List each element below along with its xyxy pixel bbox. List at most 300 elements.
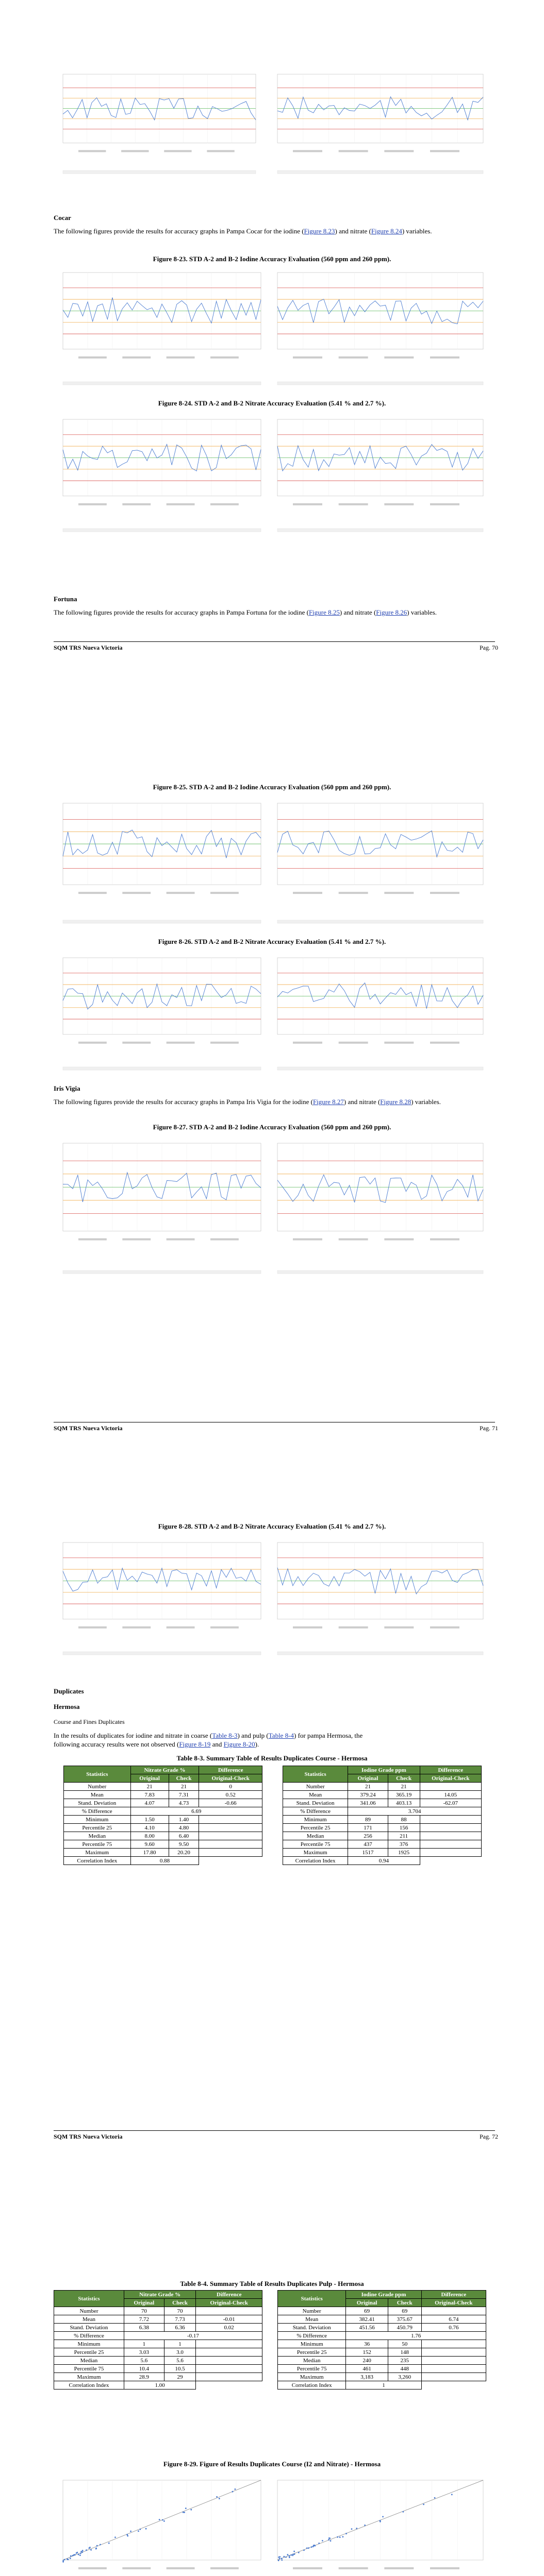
row-label: Percentile 75 [278, 2365, 346, 2373]
legend-swatch [293, 1239, 322, 1241]
table-row [54, 2307, 262, 2315]
table-row [283, 1824, 482, 1832]
table-cell: 379.24 [348, 1791, 388, 1799]
table-cell: 152 [346, 2348, 388, 2357]
row-label: Minimum [278, 2340, 346, 2348]
nitrate-accuracy-chart-a [54, 951, 265, 1074]
table-cell: 341.06 [348, 1799, 388, 1807]
table-row [54, 2365, 262, 2373]
table-cell: 36 [346, 2340, 388, 2348]
table-cell: 3.0 [164, 2348, 196, 2357]
row-label: Stand. Deviation [278, 2324, 346, 2332]
table-cell: 7.31 [169, 1791, 199, 1799]
table-cell: 10.4 [124, 2365, 164, 2373]
legend-swatch [430, 503, 459, 505]
table-caption: Table 8-3. Summary Table of Results Duplicates Course - Hermosa [176, 1754, 368, 1762]
table-cell: 256 [348, 1832, 388, 1840]
row-label: Maximum [54, 2373, 124, 2381]
iodine-accuracy-chart-b [268, 265, 487, 389]
legend-swatch [339, 503, 368, 505]
nitrate-accuracy-chart-a [54, 412, 265, 536]
row-label: Stand. Deviation [283, 1799, 348, 1807]
axis-labels-strip [277, 1270, 483, 1274]
data-point [279, 2556, 281, 2558]
table-cell: 1517 [348, 1849, 388, 1857]
legend-swatch [167, 1239, 195, 1241]
row-label: Number [54, 2307, 124, 2315]
row-label: Correlation Index [64, 1857, 131, 1865]
table-row [278, 2307, 486, 2315]
table-cell [196, 2357, 262, 2365]
legend-swatch [430, 892, 459, 894]
data-point [73, 2554, 75, 2556]
table-cell: 1925 [388, 1849, 420, 1857]
table-cell [421, 2348, 486, 2357]
data-point [100, 2544, 101, 2546]
row-label: Percentile 25 [64, 1824, 131, 1832]
figure-caption: Figure 8-25. STD A-2 and B-2 Iodine Accuracy Evaluation (560 ppm and 260 ppm). [153, 783, 391, 791]
axis-labels-strip [63, 920, 261, 923]
check-header: Check [388, 2299, 421, 2307]
figure-caption: Figure 8-26. STD A-2 and B-2 Nitrate Accuracy Evaluation (5.41 % and 2.7 %). [158, 938, 386, 945]
table-cell: 403.13 [388, 1799, 420, 1807]
axis-labels-strip [63, 171, 256, 174]
iodine-accuracy-chart-a [54, 796, 265, 927]
legend-swatch [293, 1042, 322, 1044]
duplicates-paragraph: In the results of duplicates for iodine and nitrate in coarse (Table 8-3) and pulp (Table 8-4) for pampa Hermosa, the following accuracy results were not observed (Figure 8-19 and Figure 8-20). [54, 1732, 363, 1748]
legend-swatch [122, 357, 151, 359]
row-label: Correlation Index [54, 2381, 124, 2389]
axis-labels-strip [277, 382, 483, 385]
table-row [283, 1832, 482, 1840]
table-link[interactable]: Table 8-4 [268, 1732, 294, 1739]
legend-swatch [167, 892, 195, 894]
legend-swatch [430, 2567, 459, 2569]
table-cell: 14.05 [420, 1791, 481, 1799]
legend-swatch [167, 2567, 195, 2569]
row-label: Mean [278, 2315, 346, 2324]
legend-swatch [78, 503, 107, 505]
table-row [54, 2315, 262, 2324]
data-point [79, 2554, 81, 2556]
axis-labels-strip [63, 382, 261, 385]
table-cell: 450.79 [388, 2324, 421, 2332]
row-label: Median [278, 2357, 346, 2365]
figure-link[interactable]: Figure 8.27 [312, 1098, 344, 1106]
grade-header: Iodine Grade ppm [346, 2291, 421, 2299]
row-label: Median [64, 1832, 131, 1840]
difference-header: Difference [421, 2291, 486, 2299]
data-point [89, 2548, 90, 2549]
table-cell: 437 [348, 1840, 388, 1849]
legend-swatch [384, 892, 414, 894]
table-cell: 1 [164, 2340, 196, 2348]
row-label: Median [283, 1832, 348, 1840]
table-cell: 235 [388, 2357, 421, 2365]
statistics-header: Statistics [64, 1766, 131, 1783]
data-point [318, 2543, 320, 2544]
data-point [159, 2519, 160, 2520]
table-cell [420, 1832, 481, 1840]
legend-swatch [122, 1626, 151, 1629]
table-row [64, 1783, 262, 1791]
data-point [80, 2551, 82, 2552]
table-cell: 0.52 [199, 1791, 262, 1799]
table-cell: 4.07 [130, 1799, 169, 1807]
table-cell: -0.17 [124, 2332, 262, 2340]
data-point [342, 2536, 344, 2538]
original-header: Original [348, 1774, 388, 1783]
table-cell: 1.00 [124, 2381, 195, 2389]
table-cell: 148 [388, 2348, 421, 2357]
table-cell: 156 [388, 1824, 420, 1832]
data-point [219, 2498, 220, 2499]
legend-swatch [122, 1239, 151, 1241]
table-row [54, 2324, 262, 2332]
table-row [283, 1791, 482, 1799]
legend-swatch [78, 1626, 107, 1629]
row-label: % Difference [64, 1807, 131, 1816]
data-point [78, 2554, 79, 2555]
data-point [356, 2528, 357, 2529]
axis-labels-strip [277, 171, 483, 174]
table-cell [420, 1849, 481, 1857]
table-row [278, 2332, 486, 2340]
course-fines-label: Course and Fines Duplicates [54, 1718, 125, 1725]
cocar-heading: Cocar [54, 214, 71, 222]
table-cell [421, 2365, 486, 2373]
legend-swatch [384, 2567, 414, 2569]
legend-swatch [167, 1042, 195, 1044]
table-cell [196, 2340, 262, 2348]
row-label: Mean [64, 1791, 131, 1799]
legend-swatch [293, 2567, 322, 2569]
row-label: Correlation Index [283, 1857, 348, 1865]
table-cell: 5.6 [124, 2357, 164, 2365]
figure-caption: Figure 8-23. STD A-2 and B-2 Iodine Accuracy Evaluation (560 ppm and 260 ppm). [153, 255, 391, 263]
orig-check-header: Original-Check [199, 1774, 262, 1783]
row-label: % Difference [283, 1807, 348, 1816]
row-label: Number [278, 2307, 346, 2315]
table-row [54, 2373, 262, 2381]
table-cell: 375.67 [388, 2315, 421, 2324]
data-point [382, 2516, 384, 2518]
data-point [235, 2488, 236, 2490]
table-cell: 451.56 [346, 2324, 388, 2332]
row-label: Percentile 75 [54, 2365, 124, 2373]
table-cell: 7.72 [124, 2315, 164, 2324]
data-point [278, 2560, 279, 2561]
table-cell: 9.60 [130, 1840, 169, 1849]
data-point [114, 2537, 116, 2538]
legend-swatch [167, 1626, 195, 1629]
legend-swatch [384, 1626, 414, 1629]
legend-swatch [430, 357, 459, 359]
legend-swatch [339, 150, 368, 152]
nitrate-accuracy-chart-a [54, 1535, 265, 1659]
data-point [306, 2548, 308, 2549]
data-point [364, 2524, 366, 2526]
row-label: Mean [54, 2315, 124, 2324]
legend-swatch [339, 1042, 368, 1044]
data-point [434, 2497, 436, 2499]
data-point [423, 2504, 424, 2505]
table-row [54, 2348, 262, 2357]
table-row [64, 1832, 262, 1840]
row-label: Median [54, 2357, 124, 2365]
table-row [64, 1799, 262, 1807]
table-cell: 29 [164, 2373, 196, 2381]
table-cell: 21 [348, 1783, 388, 1791]
table-row [278, 2324, 486, 2332]
legend-swatch [122, 892, 151, 894]
table-cell: 4.10 [130, 1824, 169, 1832]
page-number: Pag. 71 [480, 1425, 498, 1432]
figure-link[interactable]: Figure 8-19 [179, 1740, 211, 1748]
table-row [64, 1857, 262, 1865]
data-point [62, 2560, 64, 2562]
data-point [64, 2559, 65, 2561]
orig-check-header: Original-Check [420, 1774, 481, 1783]
data-point [279, 2558, 281, 2560]
data-point [67, 2558, 68, 2560]
table-cell: 3,183 [346, 2373, 388, 2381]
figure-link[interactable]: Figure 8.24 [371, 227, 402, 235]
table-cell: 28.9 [124, 2373, 164, 2381]
figure-caption: Figure 8-29. Figure of Results Duplicates Course (I2 and Nitrate) - Hermosa [163, 2460, 381, 2468]
duplicates-heading: Duplicates [54, 1687, 84, 1695]
legend-swatch [122, 1042, 151, 1044]
data-point [86, 2549, 87, 2551]
table-cell: 0.76 [421, 2324, 486, 2332]
orig-check-header: Original-Check [421, 2299, 486, 2307]
page-number: Pag. 70 [480, 644, 498, 651]
table-cell: 6.74 [421, 2315, 486, 2324]
data-point [281, 2558, 283, 2560]
table-cell: 9.50 [169, 1840, 199, 1849]
table-cell: 240 [346, 2357, 388, 2365]
table-cell: 4.80 [169, 1824, 199, 1832]
footer-title: SQM TRS Nueva Victoria [54, 2133, 123, 2140]
figure-link[interactable]: Figure 8.28 [380, 1098, 411, 1106]
legend-swatch [78, 2567, 107, 2569]
footer-rule [54, 2130, 495, 2131]
table-row [278, 2381, 486, 2389]
figure-link[interactable]: Figure 8.26 [376, 608, 407, 616]
table-row [283, 1840, 482, 1849]
table-row [283, 1816, 482, 1824]
table-cell: 69 [346, 2307, 388, 2315]
legend-swatch [122, 503, 151, 505]
data-point [311, 2546, 312, 2548]
check-header: Check [169, 1774, 199, 1783]
table-row [278, 2315, 486, 2324]
table-row [278, 2348, 486, 2357]
data-point [108, 2543, 110, 2544]
row-label: Stand. Deviation [54, 2324, 124, 2332]
table-cell: 382.41 [346, 2315, 388, 2324]
data-point [95, 2548, 97, 2549]
difference-header: Difference [199, 1766, 262, 1774]
table-cell [421, 2307, 486, 2315]
table-cell [196, 2365, 262, 2373]
legend-swatch [78, 892, 107, 894]
data-point [130, 2531, 131, 2532]
table-row [278, 2373, 486, 2381]
table-row [283, 1849, 482, 1857]
table-row [64, 1824, 262, 1832]
legend-swatch [293, 150, 322, 152]
legend-swatch [339, 1239, 368, 1241]
table-cell: 21 [130, 1783, 169, 1791]
legend-swatch [210, 357, 239, 359]
row-label: Minimum [54, 2340, 124, 2348]
table-cell: 376 [388, 1840, 420, 1849]
row-label: % Difference [278, 2332, 346, 2340]
legend-swatch [121, 150, 149, 152]
table-cell: 0 [199, 1783, 262, 1791]
legend-swatch [339, 357, 368, 359]
data-point [289, 2557, 290, 2558]
table-cell: 7.83 [130, 1791, 169, 1799]
axis-labels-strip [63, 529, 261, 532]
axis-labels-strip [63, 1067, 261, 1070]
data-point [184, 2512, 185, 2513]
axis-labels-strip [63, 1270, 261, 1274]
axis-labels-strip [277, 529, 483, 532]
legend-swatch [78, 1239, 107, 1241]
legend-swatch [167, 503, 195, 505]
table-cell: 50 [388, 2340, 421, 2348]
table-cell: 4.73 [169, 1799, 199, 1807]
duplicates-scatter-chart-b [268, 2473, 487, 2576]
orig-check-header: Original-Check [196, 2299, 262, 2307]
data-point [77, 2552, 78, 2553]
data-point [90, 2549, 92, 2551]
table-cell: 7.73 [164, 2315, 196, 2324]
table-cell: 20.20 [169, 1849, 199, 1857]
table-cell: 21 [169, 1783, 199, 1791]
table-row [64, 1840, 262, 1849]
table-cell: 171 [348, 1824, 388, 1832]
table-cell [199, 1824, 262, 1832]
data-point [289, 2555, 290, 2557]
table-row [283, 1783, 482, 1791]
table-cell: 1 [346, 2381, 421, 2389]
table-row [283, 1807, 482, 1816]
footer-title: SQM TRS Nueva Victoria [54, 1425, 123, 1432]
table-cell [420, 1840, 481, 1849]
data-point [329, 2537, 331, 2539]
data-point [313, 2545, 315, 2546]
row-label: Percentile 25 [54, 2348, 124, 2357]
table-cell [421, 2340, 486, 2348]
iodine-accuracy-chart-a [54, 265, 265, 389]
data-point [163, 2520, 165, 2522]
data-point [185, 2507, 187, 2509]
table-cell [196, 2307, 262, 2315]
figure-link[interactable]: Figure 8-20 [223, 1740, 255, 1748]
table-cell [199, 1832, 262, 1840]
table-cell: 1.76 [346, 2332, 486, 2340]
table-cell: 70 [164, 2307, 196, 2315]
data-point [292, 2555, 293, 2556]
table-cell: 88 [388, 1816, 420, 1824]
iodine-duplicates-pulp-table [277, 2290, 486, 2389]
data-point [345, 2533, 347, 2534]
data-point [380, 2520, 381, 2521]
row-label: Percentile 25 [283, 1824, 348, 1832]
figure-caption: Figure 8-27. STD A-2 and B-2 Iodine Accuracy Evaluation (560 ppm and 260 ppm). [153, 1123, 391, 1131]
row-label: Percentile 75 [283, 1840, 348, 1849]
data-point [298, 2552, 300, 2553]
difference-header: Difference [196, 2291, 262, 2299]
table-cell: -0.01 [196, 2315, 262, 2324]
nitrate-accuracy-chart-b [268, 1535, 487, 1659]
row-label: Maximum [64, 1849, 131, 1857]
table-cell: 6.40 [169, 1832, 199, 1840]
row-label: Stand. Deviation [64, 1799, 131, 1807]
statistics-header: Statistics [278, 2291, 346, 2307]
table-cell: 3,260 [388, 2373, 421, 2381]
nitrate-duplicates-table [63, 1766, 262, 1865]
data-point [127, 2535, 128, 2537]
table-link[interactable]: Table 8-3 [212, 1732, 238, 1739]
table-cell [420, 1783, 481, 1791]
row-label: Percentile 75 [64, 1840, 131, 1849]
data-point [70, 2555, 72, 2557]
data-point [303, 2550, 305, 2551]
table-cell [421, 2373, 486, 2381]
table-cell: 10.5 [164, 2365, 196, 2373]
table-cell: 1 [124, 2340, 164, 2348]
table-row [54, 2332, 262, 2340]
table-cell: 17.80 [130, 1849, 169, 1857]
footer-title: SQM TRS Nueva Victoria [54, 644, 123, 651]
iris-vigia-paragraph: The following figures provide the results for accuracy graphs in Pampa Iris Vigia for the iodine (Figure 8.27) and nitrate (Figure 8.28) variables. [54, 1098, 441, 1106]
difference-header: Difference [420, 1766, 481, 1774]
table-cell: 0.94 [348, 1857, 420, 1865]
table-cell: 6.36 [164, 2324, 196, 2332]
hermosa-heading: Hermosa [54, 1703, 80, 1710]
table-cell: 1.50 [130, 1816, 169, 1824]
fortuna-paragraph: The following figures provide the results for accuracy graphs in Pampa Fortuna for the iodine (Figure 8.25) and nitrate (Figure 8.26) variables. [54, 608, 437, 616]
data-point [290, 2554, 292, 2556]
table-cell: 70 [124, 2307, 164, 2315]
legend-swatch [210, 2567, 239, 2569]
legend-swatch [339, 892, 368, 894]
legend-swatch [78, 1042, 107, 1044]
footer-rule [54, 641, 495, 642]
data-point [162, 2519, 163, 2521]
legend-swatch [384, 1042, 414, 1044]
nitrate-accuracy-chart-b [268, 951, 487, 1074]
legend-swatch [430, 1239, 459, 1241]
data-point [308, 2547, 309, 2549]
figure-link[interactable]: Figure 8.25 [308, 608, 340, 616]
legend-swatch [210, 503, 239, 505]
table-cell [199, 1816, 262, 1824]
row-label: Number [64, 1783, 131, 1791]
legend-swatch [210, 1042, 239, 1044]
figure-link[interactable]: Figure 8.23 [304, 227, 335, 235]
data-point [183, 2512, 184, 2513]
table-cell [196, 2373, 262, 2381]
legend-swatch [430, 1626, 459, 1629]
data-point [337, 2536, 338, 2538]
table-cell: 8.00 [130, 1832, 169, 1840]
axis-labels-strip [277, 1652, 483, 1655]
